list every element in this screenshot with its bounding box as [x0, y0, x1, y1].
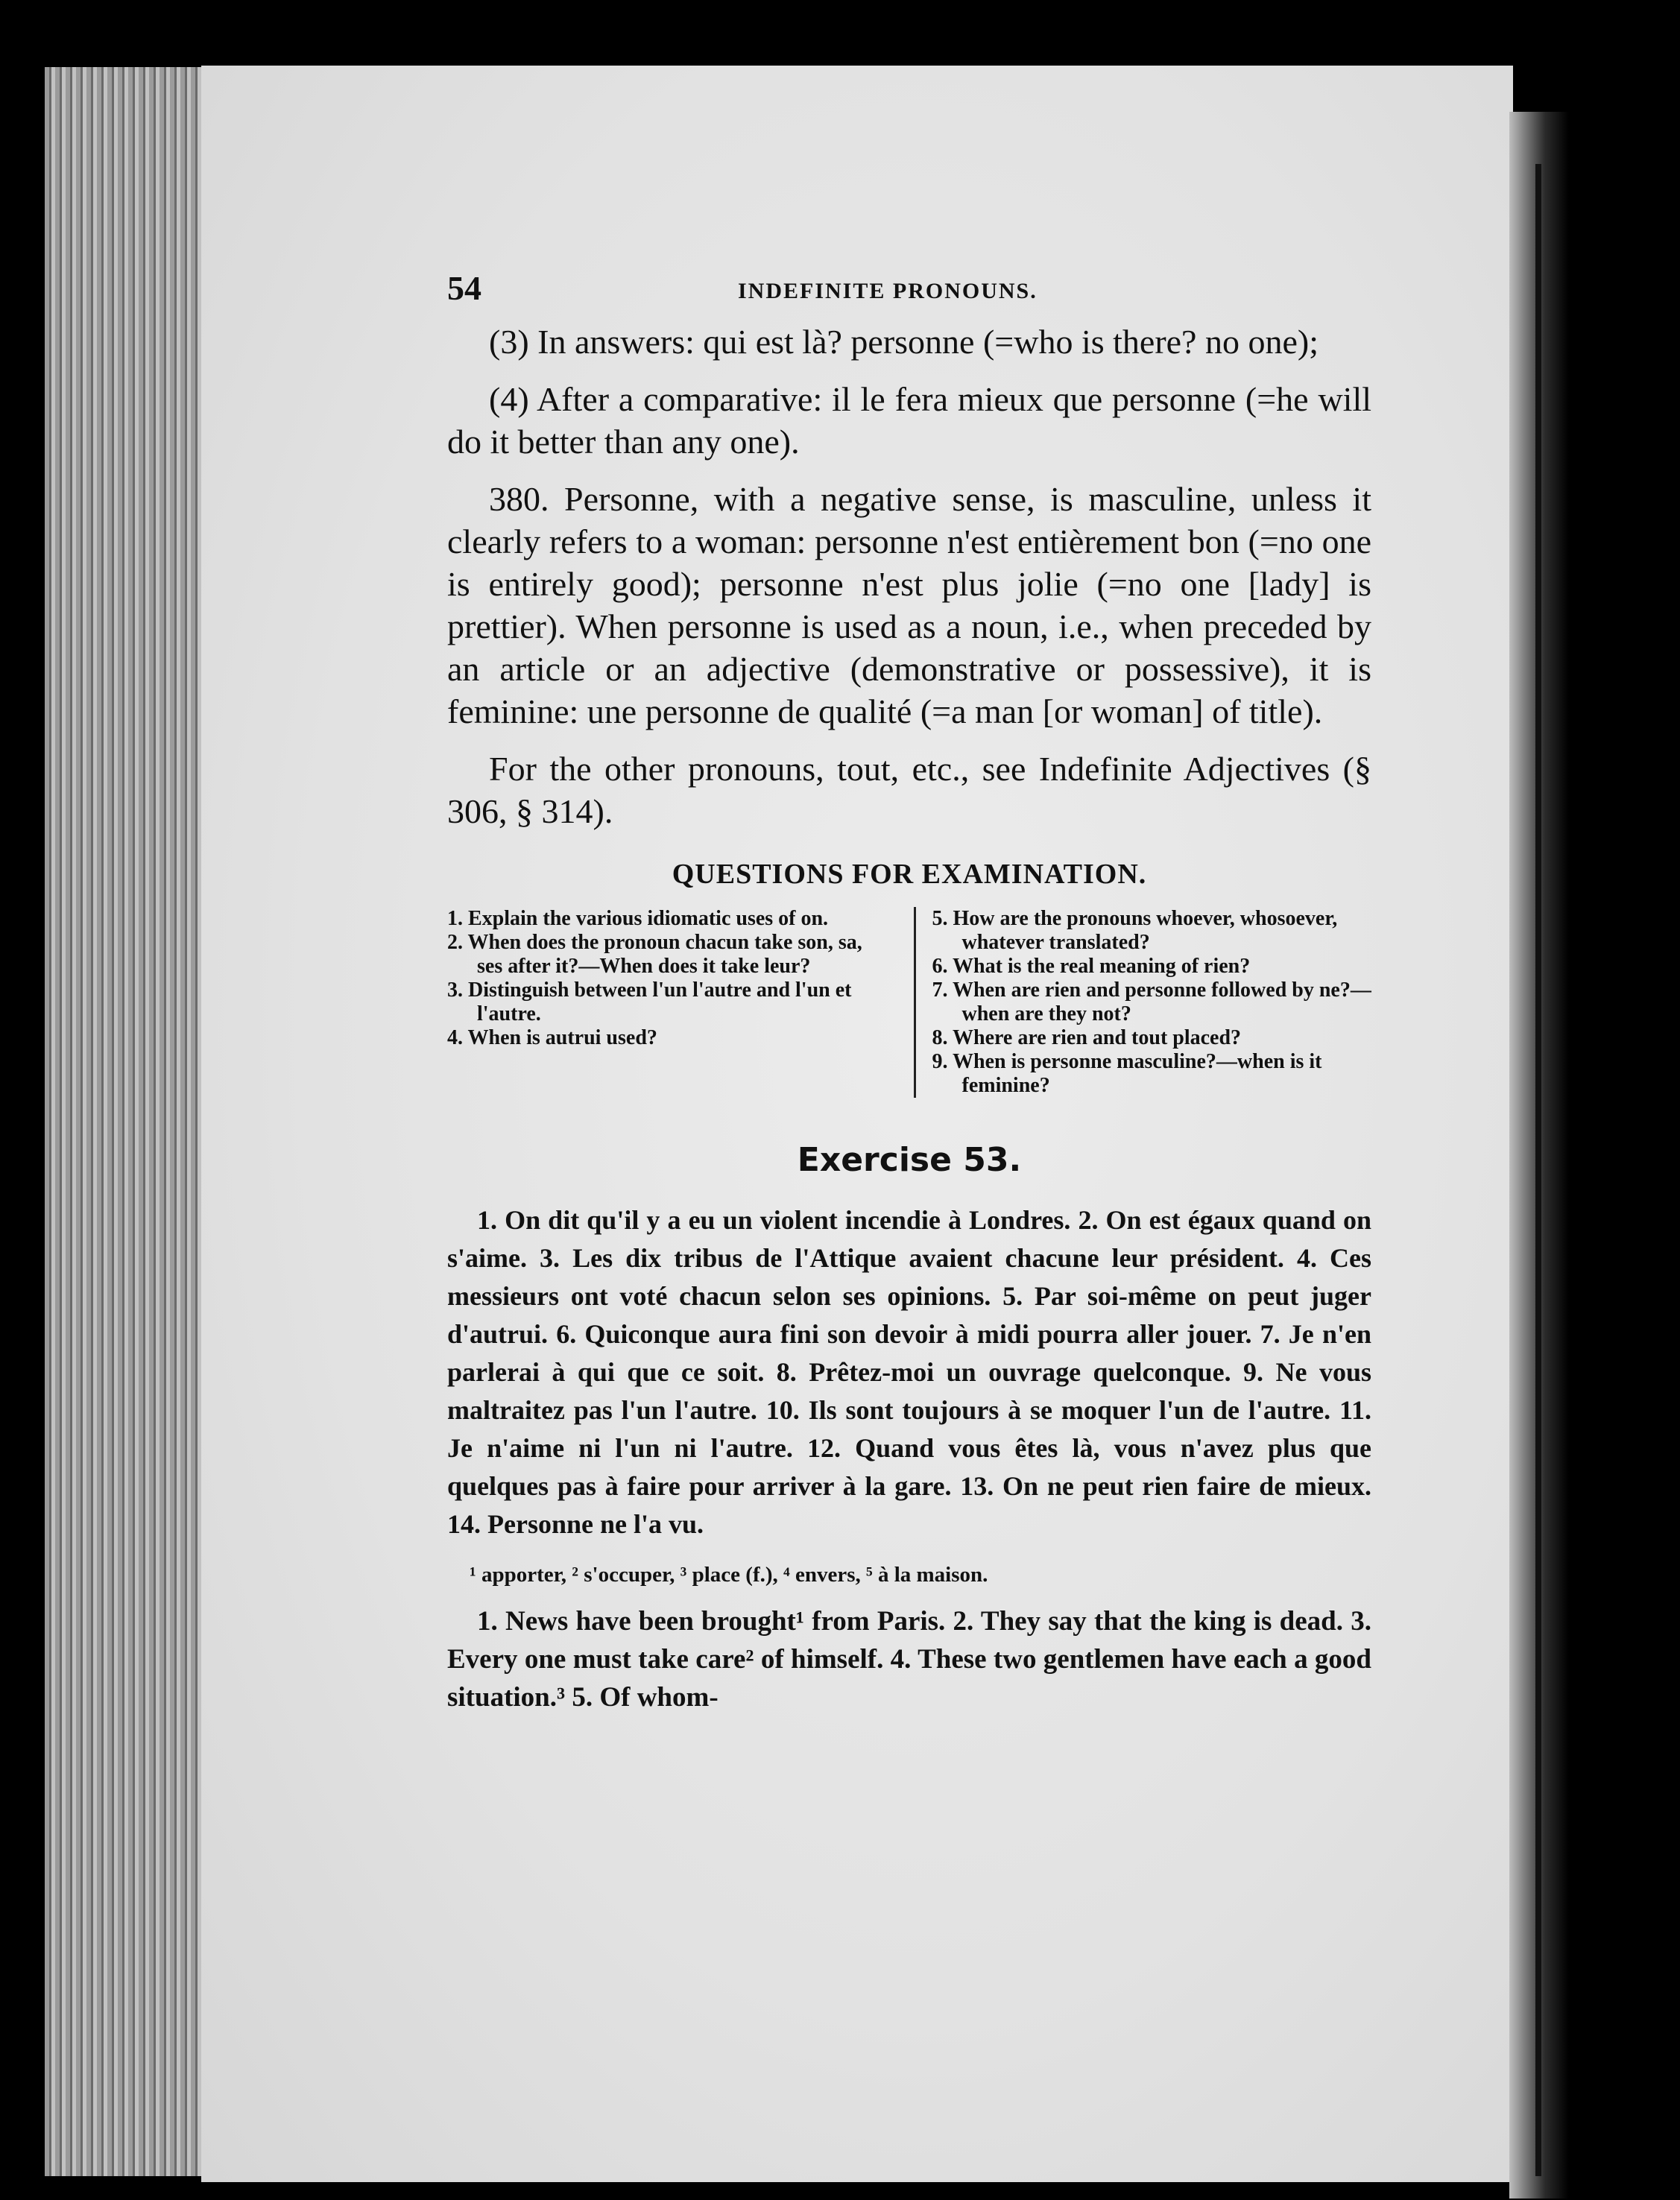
questions-right-column: [916, 907, 1372, 1098]
book-page-edges: [45, 67, 209, 2176]
question-item: 4. When is autrui used?: [447, 1026, 657, 1049]
spine-shadow: [1535, 164, 1541, 2176]
page-header: [447, 268, 1371, 320]
question-item: 1. Explain the various idiomatic uses of on.: [447, 907, 829, 930]
paragraph-answers: (3) In answers: qui est là? personne (=who is there? no one);: [489, 323, 1319, 361]
exercise-french-text: 1. On dit qu'il y a eu un violent incendie à Londres. 2. On est égaux quand on s'aime. 3. Les dix tribus de l'Attique avaient chacune leur président. 4. Ces messieurs ont voté chacun selon ses opinions. 5. Par soi-même on peut juger d'autrui. 6. Quiconque aura fini son devoir à midi pourra aller jouer. 7. Je n'en parlerai à qui que ce soit. 8. Prêtez-moi un ouvrage quelconque. 9. Ne vous maltraitez pas l'un l'autre. 10. Ils sont toujours à se moquer l'un de l'autre. 11. Je n'aime ni l'un ni l'autre. 12. Quand vous êtes là, vous n'avez plus que quelques pas à faire pour arriver à la gare. 13. On ne peut rien faire de mieux. 14. Personne ne l'a vu.: [447, 1205, 1371, 1539]
question-item: 9. When is personne masculine?—when is it feminine?: [932, 1050, 1322, 1097]
question-item: 6. What is the real meaning of rien?: [932, 955, 1251, 978]
paragraph-other-pronouns: For the other pronouns, tout, etc., see Indefinite Adjectives (§ 306, § 314).: [447, 750, 1371, 830]
running-title: INDEFINITE PRONOUNS.: [738, 279, 1038, 303]
question-item: 3. Distinguish between l'un l'autre and l'un et l'autre.: [447, 979, 852, 1025]
page-content: [447, 268, 1371, 1716]
exercise-title: Exercise 53.: [797, 1141, 1022, 1179]
question-item: 7. When are rien and personne followed by ne?—when are they not?: [932, 979, 1371, 1025]
paragraph-comparative: (4) After a comparative: il le fera mieux que personne (=he will do it better than any one).: [447, 380, 1371, 461]
questions-list: [447, 907, 1371, 1098]
questions-left-column: [447, 907, 916, 1098]
question-item: 5. How are the pronouns whoever, whosoever, whatever translated?: [932, 907, 1338, 954]
exercise-english-text: 1. News have been brought¹ from Paris. 2. They say that the king is dead. 3. Every one must take care² of himself. 4. These two gentlemen have each a good situation.³ 5. Of whom-: [447, 1606, 1371, 1713]
page-number: 54: [447, 269, 481, 307]
questions-title: QUESTIONS FOR EXAMINATION.: [672, 859, 1147, 890]
question-item: 8. Where are rien and tout placed?: [932, 1026, 1242, 1049]
paragraph-380: 380. Personne, with a negative sense, is masculine, unless it clearly refers to a woman: personne n'est entièrement bon (=no one is entirely good); personne n'est plus jolie (=no one [lady] is prettier). When personne is used as a noun, i.e., when preceded by an article or an adjective (demonstrative or possessive), it is feminine: une personne de qualité (=a man [or woman] of title).: [447, 480, 1371, 730]
question-item: 2. When does the pronoun chacun take son, sa, ses after it?—When does it take leur?: [447, 931, 862, 978]
exercise-footnotes: ¹ apporter, ² s'occuper, ³ place (f.), ⁴ envers, ⁵ à la maison.: [470, 1563, 988, 1587]
